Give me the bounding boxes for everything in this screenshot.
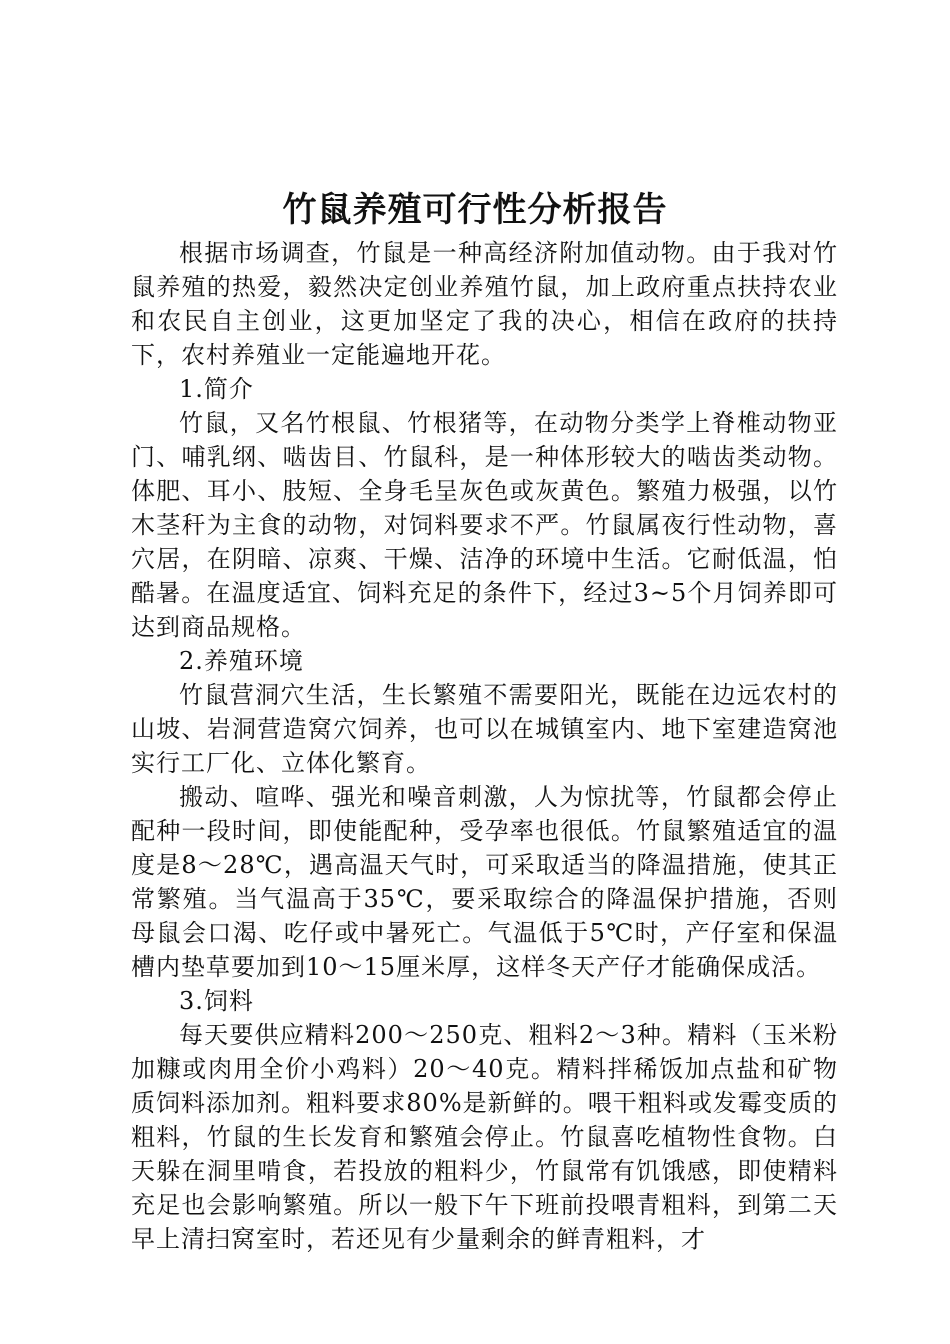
intro-paragraph: 根据市场调查，竹鼠是一种高经济附加值动物。由于我对竹鼠养殖的热爱，毅然决定创业养殖竹鼠，加上政府重点扶持农业和农民自主创业，这更加坚定了我的决心，相信在政府的扶持下，农村养殖业一定能遍地开花。 xyxy=(131,239,838,369)
section-heading-environment: 2.养殖环境 xyxy=(179,647,304,675)
feed-paragraph: 每天要供应精料200～250克、粗料2～3种。精料（玉米粉加糠或肉用全价小鸡料）20～40克。精料拌稀饭加点盐和矿物质饲料添加剂。粗料要求80%是新鲜的。喂干粗料或发霉变质的粗料，竹鼠的生长发育和繁殖会停止。竹鼠喜吃植物性食物。白天躲在洞里啃食，若投放的粗料少，竹鼠常有饥饿感，即使精料充足也会影响繁殖。所以一般下午下班前投喂青粗料，到第二天早上清扫窝室时，若还见有少量剩余的鲜青粗料，才 xyxy=(131,1021,838,1253)
document-title: 竹鼠养殖可行性分析报告 xyxy=(282,190,668,230)
environment-paragraph-1: 竹鼠营洞穴生活，生长繁殖不需要阳光，既能在边远农村的山坡、岩洞营造窝穴饲养，也可以在城镇室内、地下室建造窝池实行工厂化、立体化繁育。 xyxy=(131,681,838,777)
section-heading-intro: 1.简介 xyxy=(179,375,254,403)
intro-section-paragraph: 竹鼠，又名竹根鼠、竹根猪等，在动物分类学上脊椎动物亚门、哺乳纲、啮齿目、竹鼠科，是一种体形较大的啮齿类动物。体肥、耳小、肢短、全身毛呈灰色或灰黄色。繁殖力极强，以竹木茎秆为主食的动物，对饲料要求不严。竹鼠属夜行性动物，喜穴居，在阴暗、凉爽、干燥、洁净的环境中生活。它耐低温，怕酷暑。在温度适宜、饲料充足的条件下，经过3~5个月饲养即可达到商品规格。 xyxy=(131,409,838,641)
section-heading-feed: 3.饲料 xyxy=(179,987,254,1015)
document-body xyxy=(131,236,838,1256)
environment-paragraph-2: 搬动、喧哗、强光和噪音刺激，人为惊扰等，竹鼠都会停止配种一段时间，即使能配种，受孕率也很低。竹鼠繁殖适宜的温度是8～28℃，遇高温天气时，可采取适当的降温措施，使其正常繁殖。当气温高于35℃，要采取综合的降温保护措施，否则母鼠会口渴、吃仔或中暑死亡。气温低于5℃时，产仔室和保温槽内垫草要加到10～15厘米厚，这样冬天产仔才能确保成活。 xyxy=(131,783,838,981)
